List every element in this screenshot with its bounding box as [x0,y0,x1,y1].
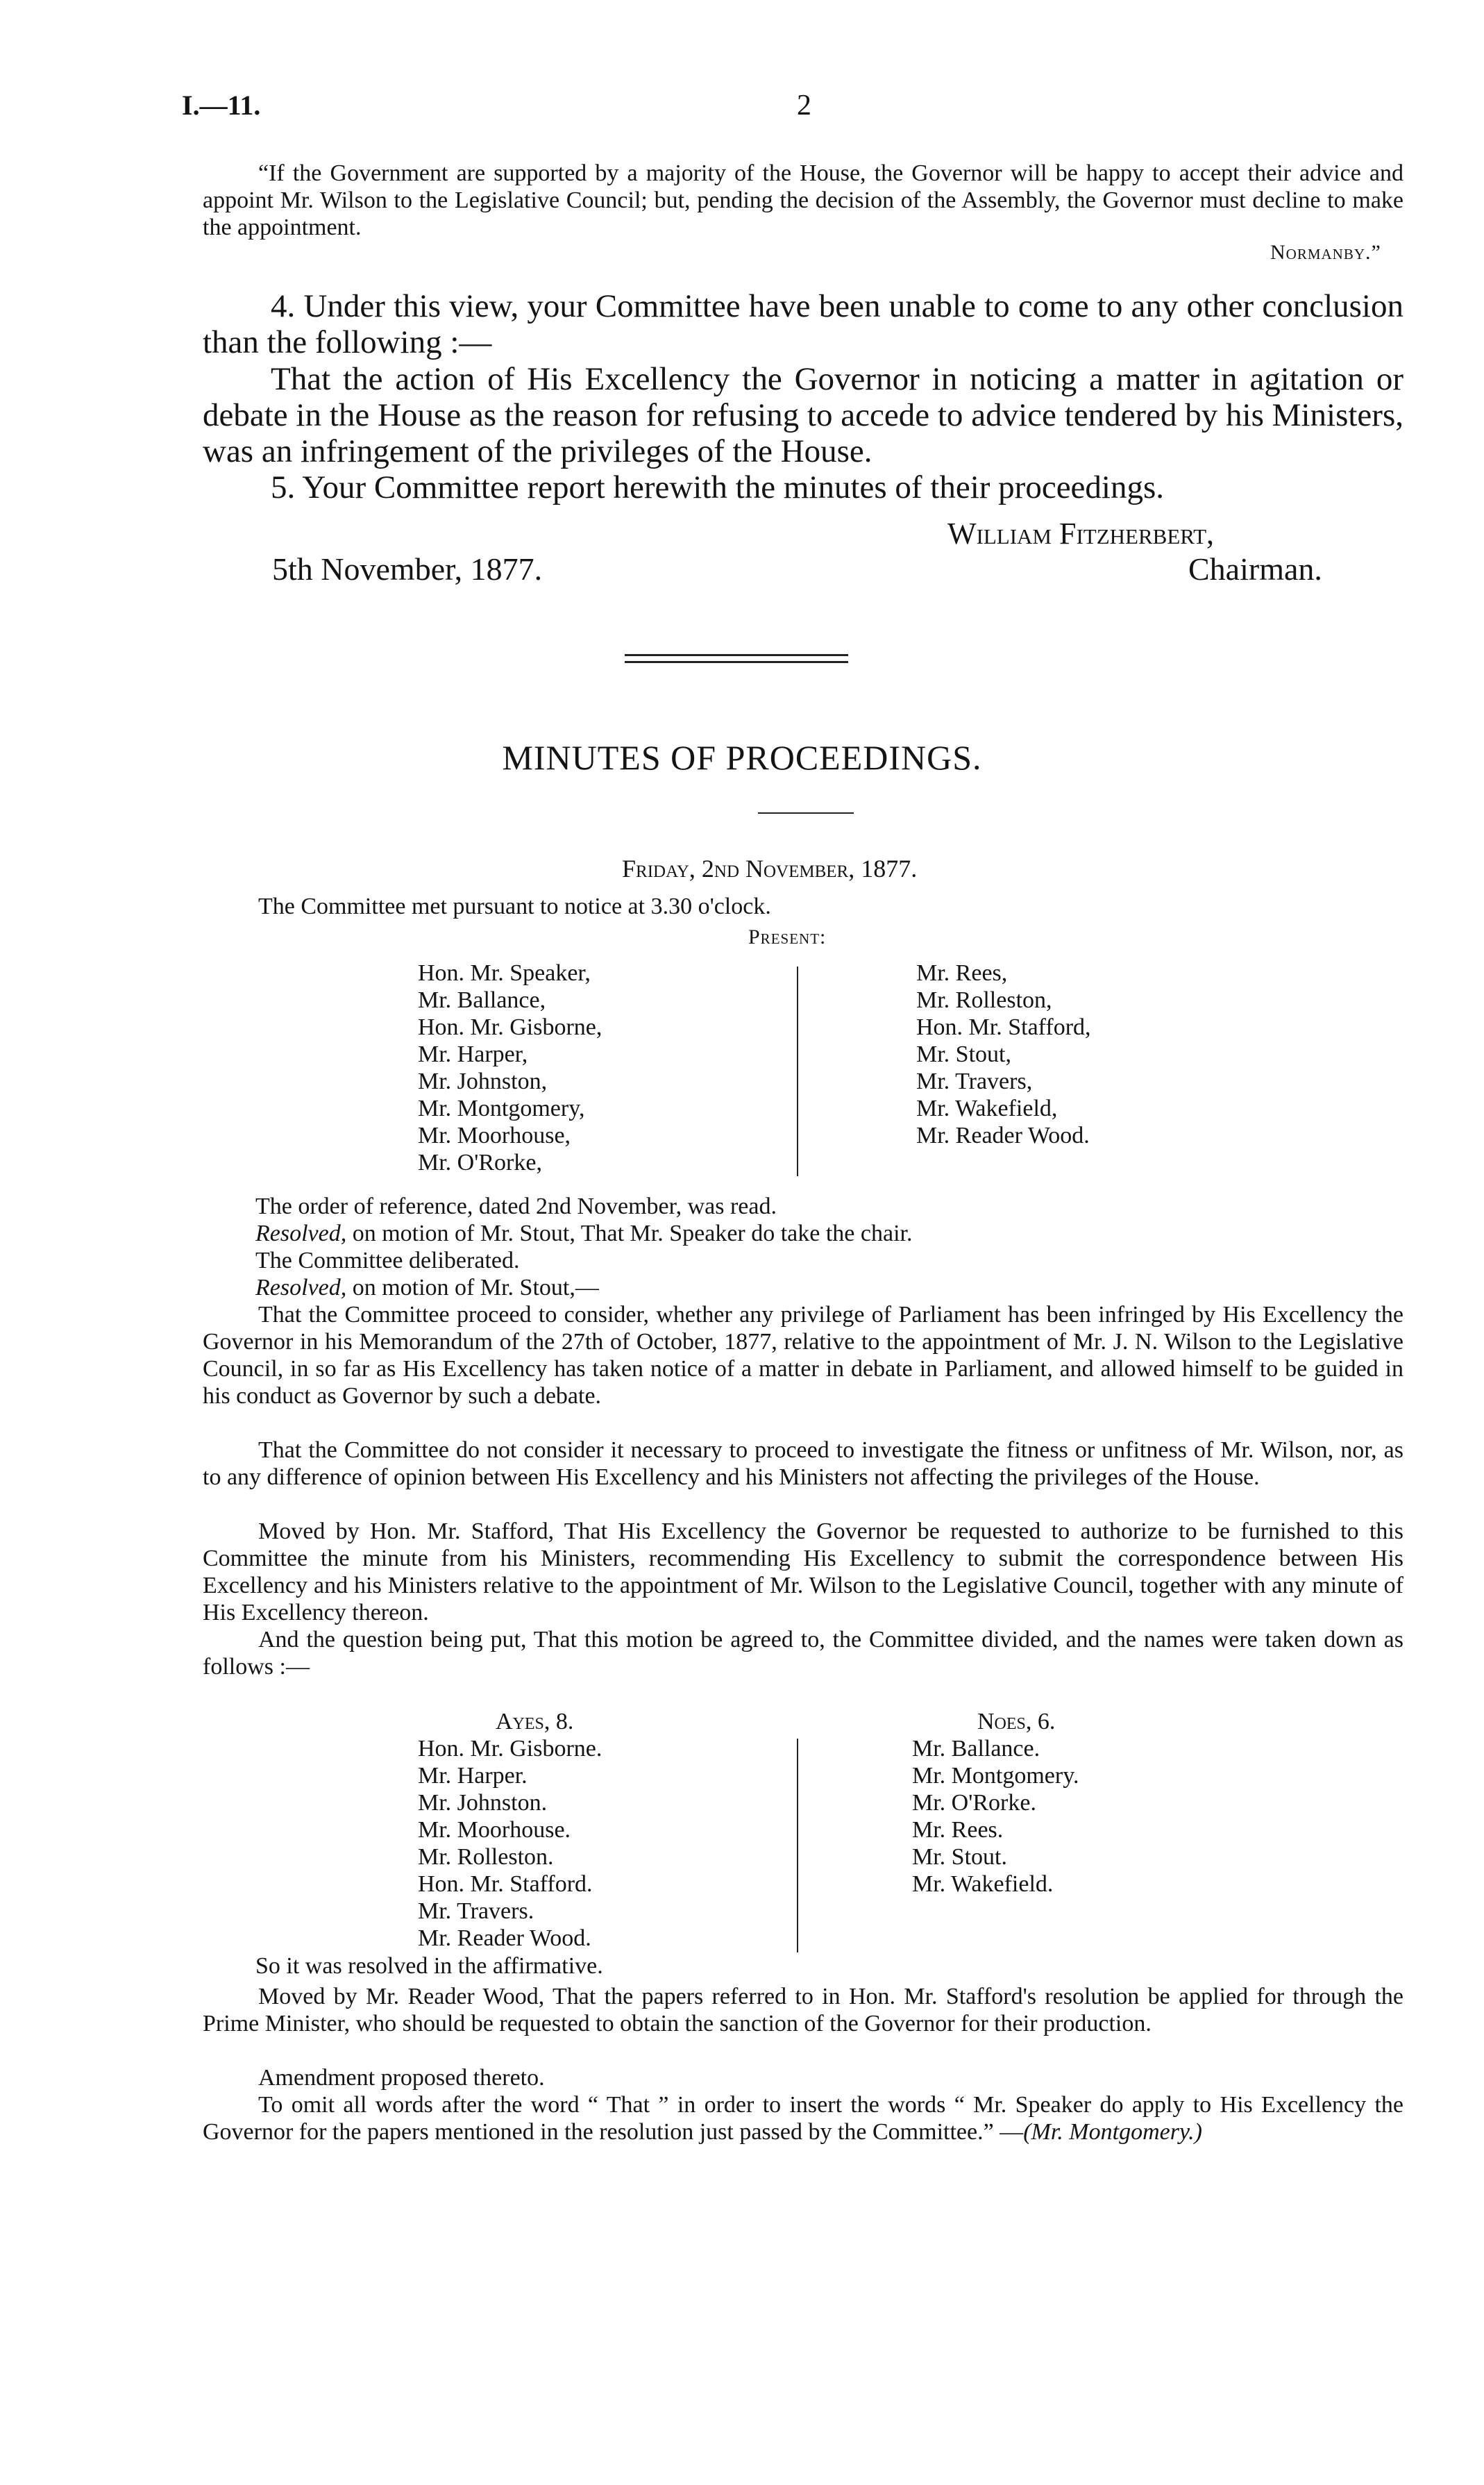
member: Hon. Mr. Speaker, [418,960,591,986]
chairman-signature: William Fitzherbert, [947,517,1215,551]
aye-member: Mr. Rolleston. [418,1844,554,1870]
amendment-text [203,2091,1403,2145]
ayes-heading: Ayes, 8. [496,1709,574,1734]
page-number: 2 [797,90,811,122]
title-underline [758,812,854,814]
resolution-chair-text: on motion of Mr. Stout, That Mr. Speaker do take the chair. [346,1221,913,1246]
motion-reader-wood: Moved by Mr. Reader Wood, That the papers referred to in Hon. Mr. Stafford's resolution be applied for through the Prime Minister, who should be requested to obtain the sanction of the Governor for their production. [203,1984,1403,2036]
separator-rule-top [625,654,848,656]
resolution-consider-text: on motion of Mr. Stout,— [346,1275,599,1300]
resolution-privilege: That the Committee proceed to consider, whether any privilege of Parliament has been infringed by His Excellency the Governor in his Memorandum of the 27th of October, 1877, relative to the appointment of Mr. J. N. Wilson to the Legislative Council, in so far as His Excellency has taken notice of a matter in debate in Parliament, and allowed himself to be guided in his conduct as Governor by such a debate. [203,1302,1403,1409]
meeting-opened: The Committee met pursuant to notice at 3.30 o'clock. [258,894,771,919]
member: Mr. Stout, [916,1041,1011,1067]
chairman-title: Chairman. [1188,551,1322,587]
aye-member: Mr. Travers. [418,1898,534,1924]
no-member: Mr. Stout. [912,1844,1007,1870]
member: Mr. Reader Wood. [916,1123,1090,1148]
aye-member: Mr. Moorhouse. [418,1817,571,1843]
aye-member: Hon. Mr. Gisborne. [418,1736,602,1762]
member: Mr. O'Rorke, [418,1150,542,1175]
resolved-label: Resolved, [255,1221,347,1246]
resolution-chair [255,1220,912,1247]
present-left-column [418,960,602,1176]
report-date: 5th November, 1877. [272,551,543,587]
resolution-fitness: That the Committee do not consider it necessary to proceed to investigate the fitness or unfitness of Mr. Wilson, nor, as to any difference of opinion between His Excellency and his Ministers not affecting the privileges of the House. [203,1437,1403,1490]
member: Mr. Harper, [418,1041,528,1067]
separator-rule-bottom [625,661,848,663]
paragraph-4-intro: 4. Under this view, your Committee have been unable to come to any other conclusion than the following :— [203,288,1403,360]
resolution-consider [255,1274,599,1301]
member: Mr. Ballance, [418,987,546,1013]
committee-deliberated: The Committee deliberated. [255,1248,520,1273]
affirmative-result: So it was resolved in the affirmative. [255,1953,603,1979]
no-member: Mr. Wakefield. [912,1871,1054,1897]
report-reference: I.—11. [182,90,261,121]
present-right-column [916,960,1091,1149]
noes-column [912,1735,1079,1898]
paragraph-4-body: That the action of His Excellency the Governor in noticing a matter in agitation or debate in the House as the reason for refusing to accede to advice tendered by his Ministers, was an infringement of the privileges of the House. [203,361,1403,469]
paragraph-5: 5. Your Committee report herewith the minutes of their proceedings. [271,469,1165,505]
minutes-title: MINUTES OF PROCEEDINGS. [502,738,982,777]
aye-member: Mr. Harper. [418,1763,528,1789]
aye-member: Mr. Johnston. [418,1790,548,1816]
resolved-label: Resolved, [255,1275,347,1300]
quote-signature: Normanby.” [1270,241,1381,264]
member: Mr. Montgomery, [418,1096,585,1121]
member: Mr. Wakefield, [916,1096,1058,1121]
member: Hon. Mr. Stafford, [916,1014,1091,1040]
member: Mr. Moorhouse, [418,1123,571,1148]
member: Mr. Travers, [916,1069,1033,1094]
no-member: Mr. Ballance. [912,1736,1040,1762]
ayes-column [418,1735,602,1952]
order-read: The order of reference, dated 2nd November, was read. [255,1194,777,1219]
no-member: Mr. Montgomery. [912,1763,1079,1789]
amendment-attribution: (Mr. Montgomery.) [1023,2119,1202,2145]
amendment-proposed: Amendment proposed thereto. [258,2065,545,2091]
no-member: Mr. O'Rorke. [912,1790,1036,1816]
member: Hon. Mr. Gisborne, [418,1014,602,1040]
motion-stafford: Moved by Hon. Mr. Stafford, That His Excellency the Governor be requested to authorize to be furnished to this Committee the minute from his Ministers, recommending His Excellency to submit the correspondence between His Excellency and his Ministers relative to the appointment of Mr. Wilson to the Legislative Council, together with any minute of His Excellency thereon. [203,1518,1403,1625]
no-member: Mr. Rees. [912,1817,1004,1843]
question-put: And the question being put, That this motion be agreed to, the Committee divided, and the names were taken down as follows :— [203,1627,1403,1680]
present-heading: Present: [748,926,827,948]
amendment-omit-text: To omit all words after the word “ That ” in order to insert the words “ Mr. Speaker do apply to His Excellency the Governor for the papers mentioned in the resolution just passed by the Committee.” — [203,2092,1403,2145]
present-divider [797,967,798,1176]
member: Mr. Rees, [916,960,1008,986]
aye-member: Hon. Mr. Stafford. [418,1871,593,1897]
aye-member: Mr. Reader Wood. [418,1925,591,1951]
member: Mr. Johnston, [418,1069,548,1094]
quoted-memorandum: “If the Government are supported by a majority of the House, the Governor will be happy to accept their advice and appoint Mr. Wilson to the Legislative Council; but, pending the decision of the Assembly, the Governor must decline to make the appointment. [203,160,1403,240]
member: Mr. Rolleston, [916,987,1052,1013]
noes-heading: Noes, 6. [977,1709,1056,1734]
division-divider [797,1739,798,1952]
meeting-date: Friday, 2nd November, 1877. [622,855,918,882]
